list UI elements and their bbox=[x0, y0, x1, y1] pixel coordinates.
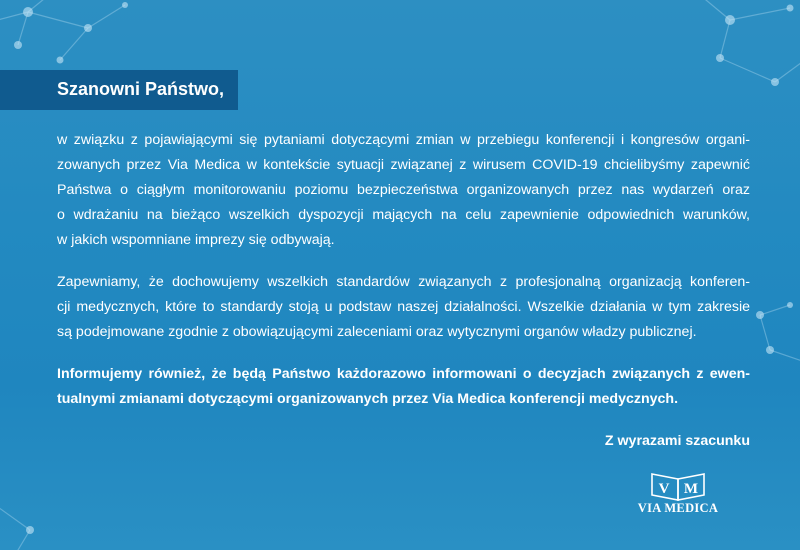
paragraph-line: Informujemy również, że będą Państwo każdorazowo informowani o decyzjach związanych z ewen- bbox=[57, 366, 750, 382]
monogram-m: M bbox=[683, 481, 699, 497]
paragraph-line: zowanych przez Via Medica w kontekście sytuacji związanej z wirusem COVID-19 chcielibyśmy zapewnić bbox=[57, 157, 750, 173]
logo-name: VIA MEDICA bbox=[637, 501, 719, 515]
paragraph-line: o wdrażaniu na bieżąco wszelkich dyspozycji mających na celu zapewnienie odpowiednich warunków, bbox=[57, 207, 750, 223]
paragraph-line: tualnymi zmianami dotyczącymi organizowanych przez Via Medica konferencji medycznych. bbox=[57, 391, 679, 407]
paragraph-line: w związku z pojawiającymi się pytaniami dotyczącymi zmian w przebiegu konferencji i kongresów organi- bbox=[57, 132, 750, 148]
greeting-heading: Szanowni Państwo, bbox=[57, 79, 225, 99]
paragraph-line: w jakich wspomniane imprezy się odbywają. bbox=[57, 232, 335, 248]
closing-salutation: Z wyrazami szacunku bbox=[604, 433, 750, 449]
via-medica-logo bbox=[628, 472, 728, 518]
paragraph-line: są podejmowane zgodnie z obowiązującymi zaleceniami oraz wytycznymi organów władzy publicznej. bbox=[57, 324, 697, 340]
paragraph-line: Zapewniamy, że dochowujemy wszelkich standardów związanych z profesjonalną organizacją konferen- bbox=[57, 274, 750, 290]
paragraph-line: cji medycznych, które to standardy stoją u podstaw naszej działalności. Wszelkie działania w tym zakresie bbox=[57, 299, 750, 315]
paragraph-line: Państwa o ciągłym monitorowaniu poziomu bezpieczeństwa organizowanych przez nas wydarzeń oraz bbox=[57, 182, 750, 198]
book-icon bbox=[628, 472, 728, 502]
monogram-v: V bbox=[658, 481, 670, 497]
